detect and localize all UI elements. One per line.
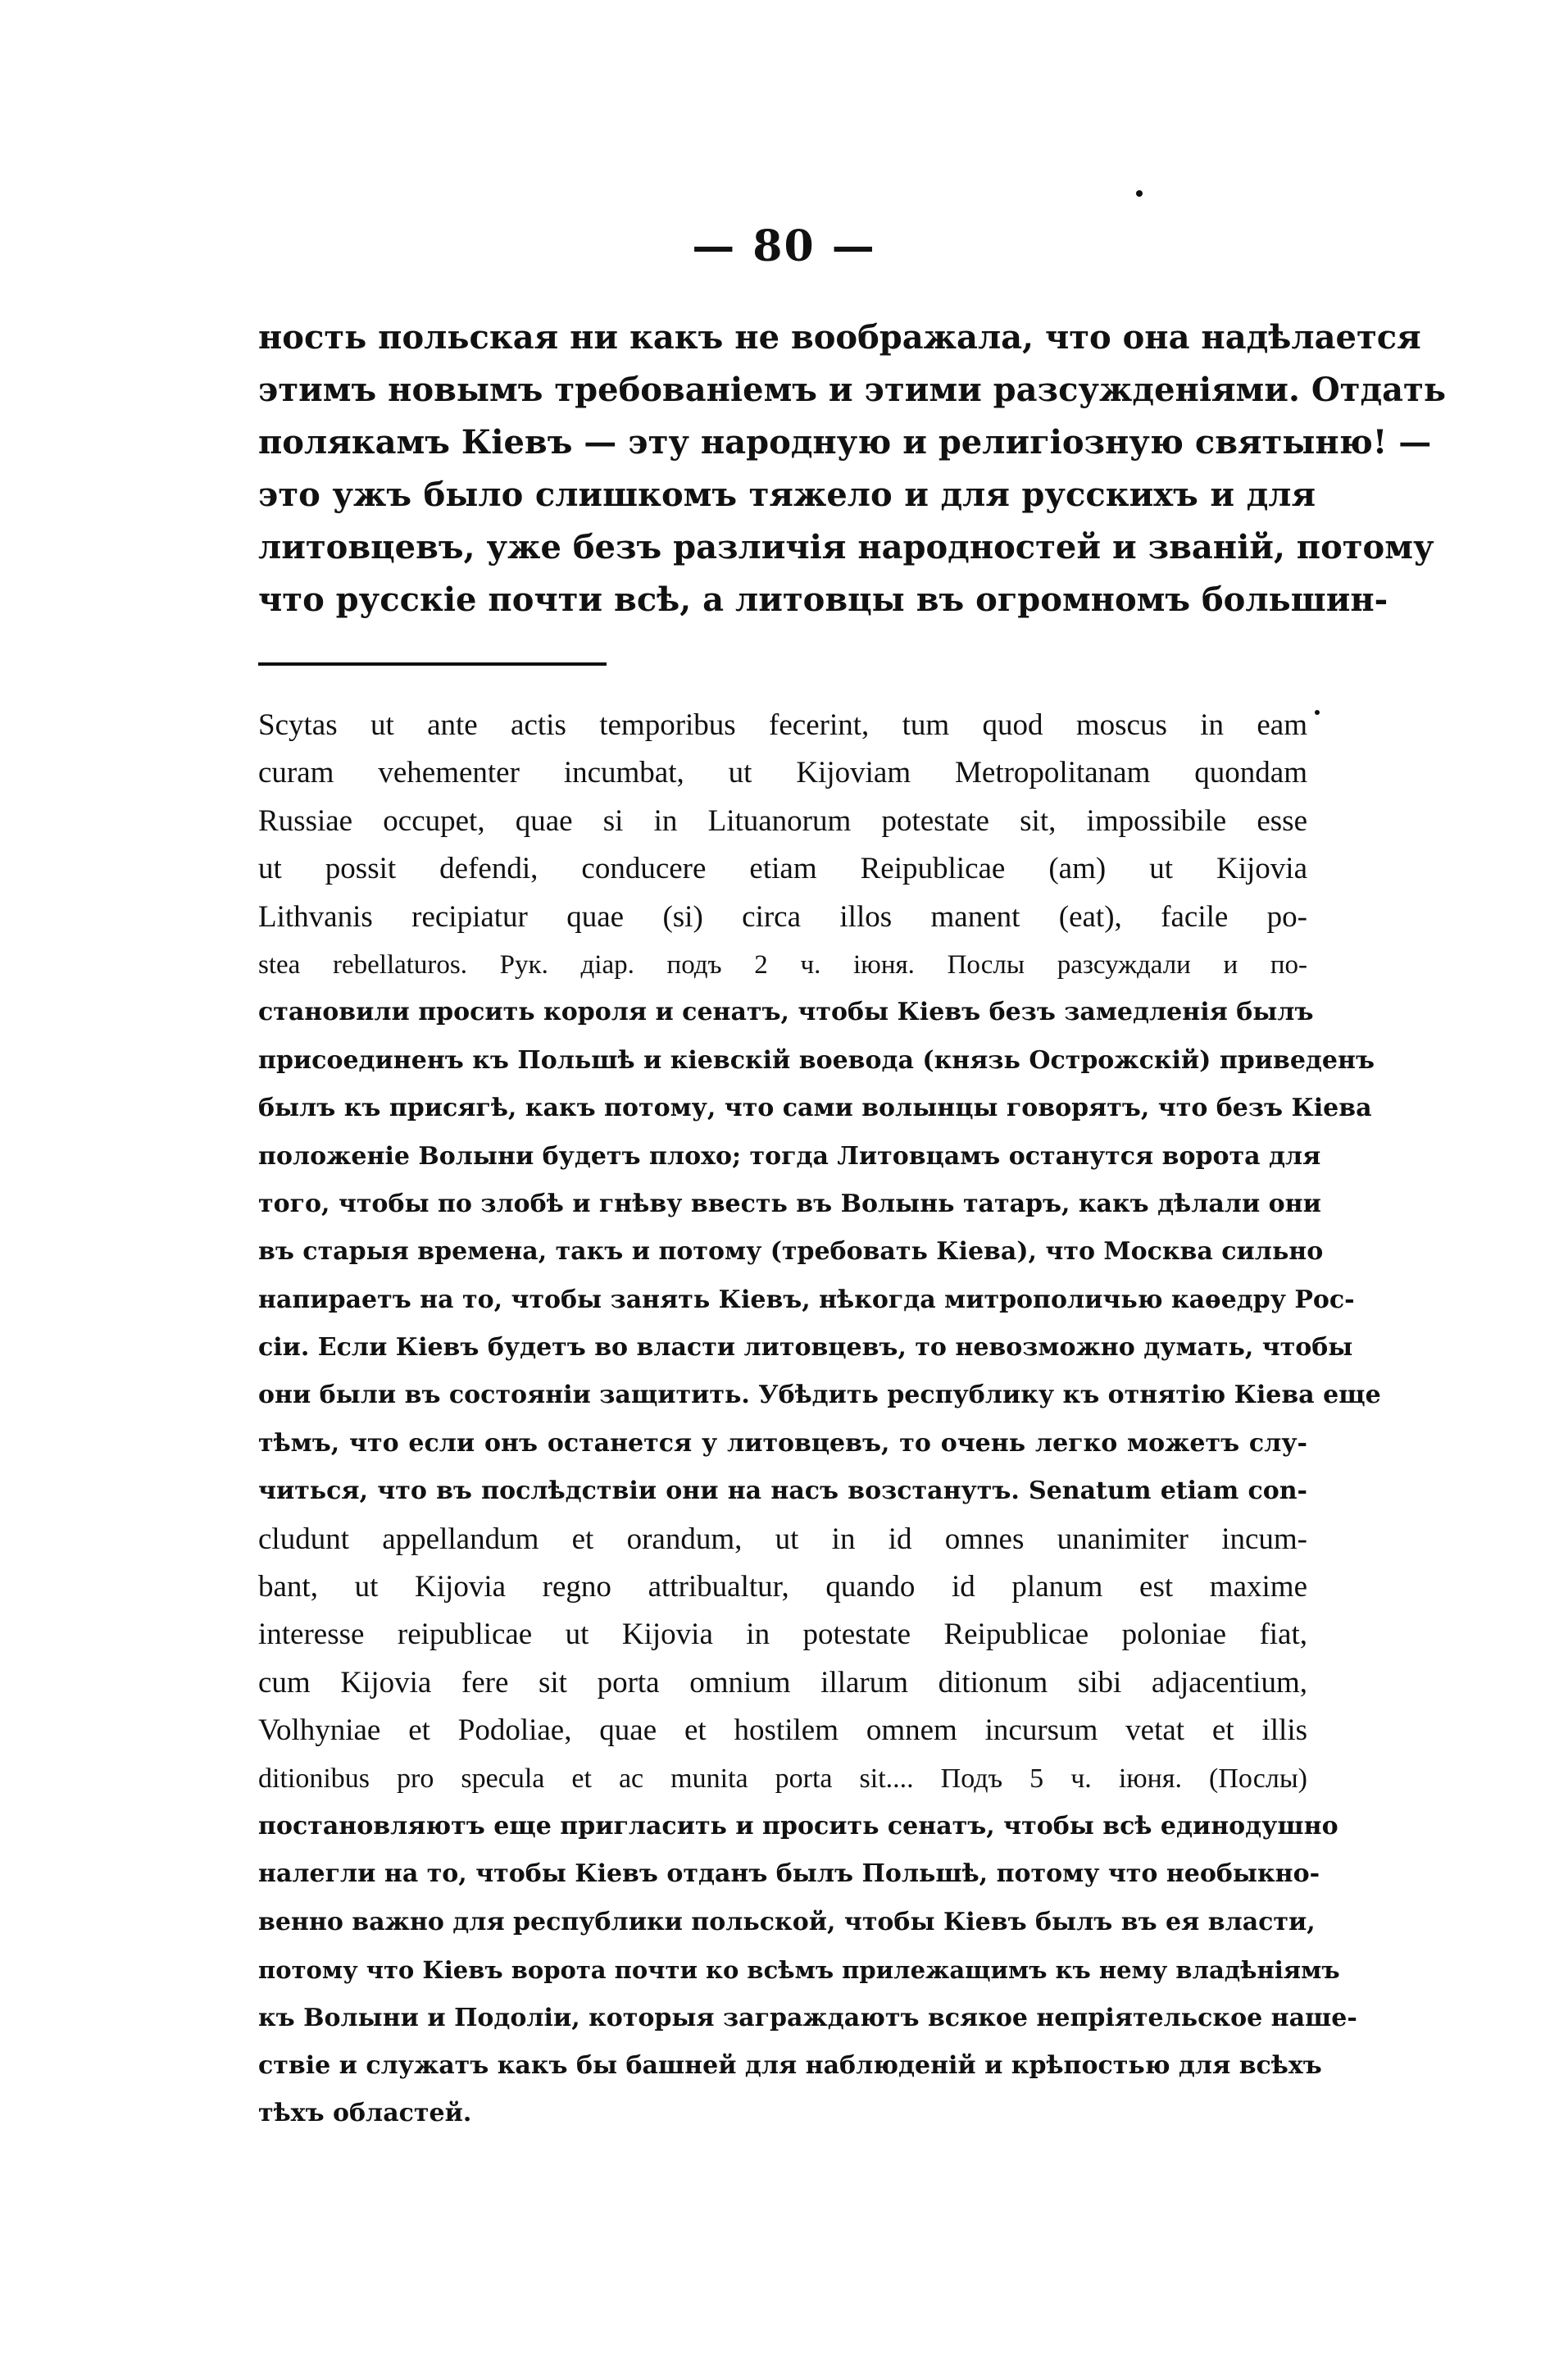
footnote-line: Russiae occupet, quae si in Lituanorum potestate sit, impossibile esse xyxy=(258,803,1307,838)
main-text-line: ность польская ни какъ не воображала, что она надѣлается xyxy=(258,318,1421,357)
main-text xyxy=(258,312,1446,626)
footnote-line: interesse reipublicae ut Kijovia in potestate Reipublicae poloniae fiat, xyxy=(258,1618,1307,1652)
footnote-line: былъ къ присягѣ, какъ потому, что сами волынцы говорятъ, что безъ Кіева xyxy=(258,1094,1372,1123)
footnote-line: Volhyniae et Podoliae, quae et hostilem omnem incursum vetat et illis xyxy=(258,1713,1307,1748)
main-text-line: этимъ новымъ требованіемъ и этими разсужденіями. Отдать xyxy=(258,371,1446,409)
footnote-line: положеніе Волыни будетъ плохо; тогда Литовцамъ останутся ворота для xyxy=(258,1141,1321,1171)
footnote-line: того, чтобы по злобѣ и гнѣву ввесть въ Волынь татаръ, какъ дѣлали они xyxy=(258,1189,1321,1218)
footnote-line: curam vehementer incumbat, ut Kijoviam Metropolitanam quondam xyxy=(258,756,1307,790)
footnote-line: cludunt appellandum et orandum, ut in id omnes unanimiter incum- xyxy=(258,1522,1307,1556)
footnote-line: тѣхъ областей. xyxy=(258,2099,472,2128)
footnote-line: къ Волыни и Подоліи, которыя заграждаютъ всякое непріятельское наше- xyxy=(258,2003,1357,2032)
footnote-line: ditionibus pro specula et ac munita porta sit.... Подъ 5 ч. іюня. (Послы) xyxy=(258,1763,1307,1794)
footnote-line: ствіе и служатъ какъ бы башней для наблюденій и крѣпостью для всѣхъ xyxy=(258,2050,1322,2080)
footnote-line: напираетъ на то, чтобы занять Кіевъ, нѣкогда митрополичью каѳедру Рос- xyxy=(258,1285,1355,1314)
footnote-line: постановляютъ еще пригласить и просить сенатъ, чтобы всѣ единодушно xyxy=(258,1811,1338,1841)
main-text-line: это ужъ было слишкомъ тяжело и для русскихъ и для xyxy=(258,475,1316,514)
footnote-line: становили просить короля и сенатъ, чтобы Кіевъ безъ замедленія былъ xyxy=(258,998,1314,1027)
footnote-separator xyxy=(258,662,607,666)
footnote-line: въ старыя времена, такъ и потому (требовать Кіева), что Москва сильно xyxy=(258,1237,1324,1267)
footnote-line: Lithvanis recipiatur quae (si) circa illos manent (eat), facile po- xyxy=(258,899,1307,934)
footnote-line: тѣмъ, что если онъ останется у литовцевъ, то очень легко можетъ слу- xyxy=(258,1428,1307,1458)
footnote-line: сіи. Если Кіевъ будетъ во власти литовцевъ, то невозможно думать, чтобы xyxy=(258,1333,1353,1363)
footnote-line: потому что Кіевъ ворота почти ко всѣмъ прилежащимъ къ нему владѣніямъ xyxy=(258,1956,1340,1985)
footnote-line: stea rebellaturos. Рук. діар. подъ 2 ч. іюня. Послы разсуждали и по- xyxy=(258,949,1307,980)
footnote-line: присоединенъ къ Польшѣ и кіевскій воевода (князь Острожскій) приведенъ xyxy=(258,1045,1375,1075)
footnote-line: bant, ut Kijovia regno attribualtur, quando id planum est maxime xyxy=(258,1570,1307,1604)
footnote-line: налегли на то, чтобы Кіевъ отданъ былъ Польшѣ, потому что необыкно- xyxy=(258,1859,1320,1889)
main-text-line: литовцевъ, уже безъ различія народностей и званій, потому xyxy=(258,528,1434,566)
main-text-line: полякамъ Кіевъ — эту народную и религіозную святыню! — xyxy=(258,423,1432,462)
footnote-line: читься, что въ послѣдствіи они на насъ возстанутъ. Senatum etiam con- xyxy=(258,1477,1307,1506)
footnote xyxy=(258,702,1381,2138)
page-number: — 80 — xyxy=(692,221,876,271)
footnote-line: они были въ состояніи защитить. Убѣдить республику къ отнятію Кіева еще xyxy=(258,1381,1381,1410)
footnote-line: ut possit defendi, conducere etiam Reipublicae (am) ut Kijovia xyxy=(258,852,1307,886)
print-speck xyxy=(1136,190,1143,197)
main-text-line: что русскіе почти всѣ, а литовцы въ огромномъ большин- xyxy=(258,580,1388,619)
footnote-line: Scytas ut ante actis temporibus fecerint, tum quod moscus in eam xyxy=(258,708,1307,742)
footnote-line: венно важно для республики польской, чтобы Кіевъ былъ въ ея власти, xyxy=(258,1907,1316,1936)
print-speck xyxy=(1315,710,1320,715)
footnote-line: cum Kijovia fere sit porta omnium illarum ditionum sibi adjacentium, xyxy=(258,1665,1307,1699)
